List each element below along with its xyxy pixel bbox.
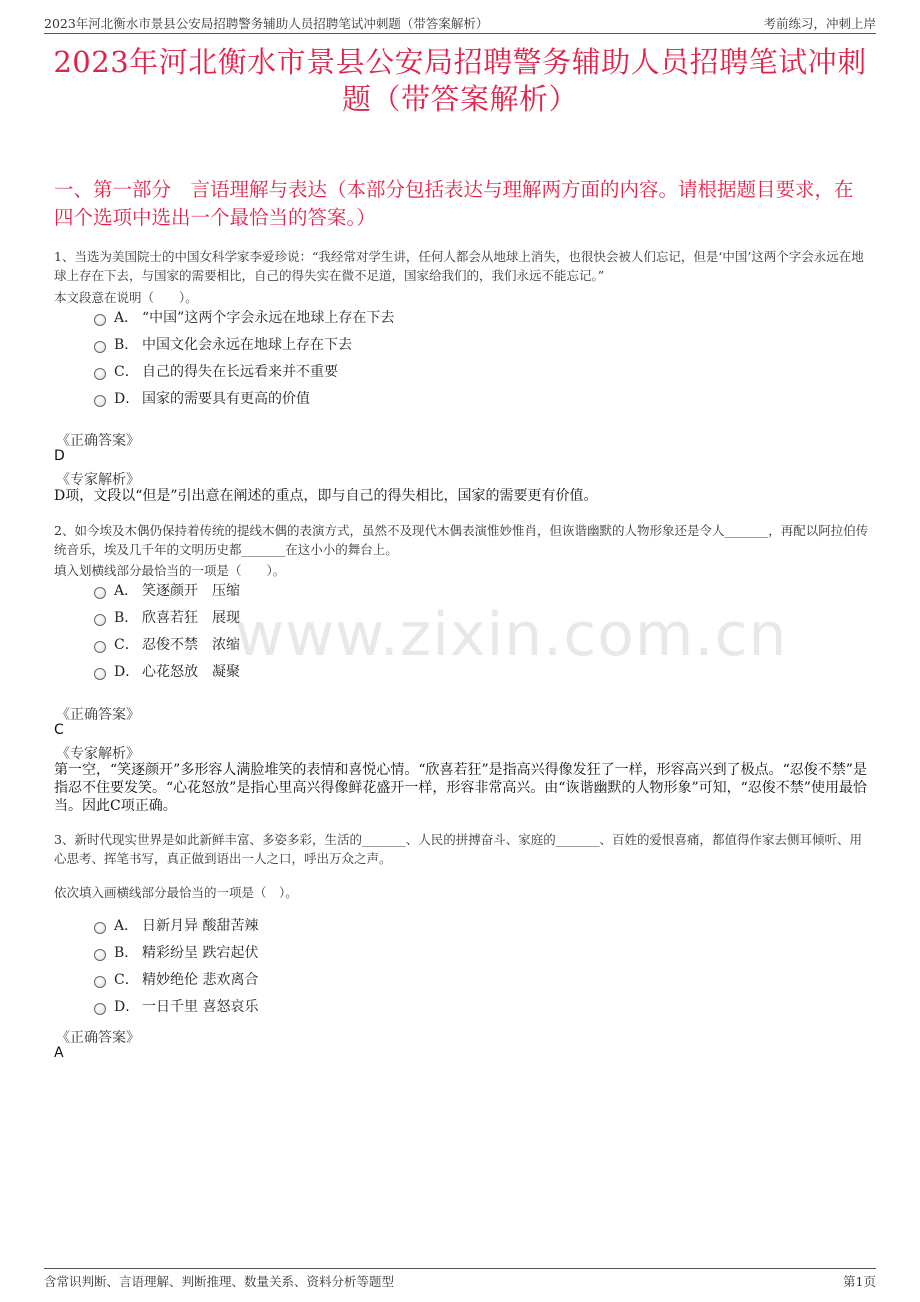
radio-icon[interactable] — [94, 641, 106, 653]
answer-label: 《正确答案》 — [56, 1030, 140, 1046]
question-2-option-a[interactable]: A． 笑逐颜开 压缩 — [94, 581, 240, 601]
radio-icon[interactable] — [94, 1003, 106, 1015]
radio-icon[interactable] — [94, 922, 106, 934]
watermark: www.zixin.com.cn — [235, 600, 788, 670]
footer-divider — [44, 1268, 876, 1269]
question-1-option-a[interactable]: A． “中国”这两个字会永远在地球上存在下去 — [94, 308, 394, 328]
answer-label: 《正确答案》 — [56, 433, 140, 449]
question-3-option-b[interactable]: B． 精彩纷呈 跌宕起伏 — [94, 943, 258, 963]
radio-icon[interactable] — [94, 395, 106, 407]
footer-note: 含常识判断、言语理解、判断推理、数量关系、资料分析等题型 — [44, 1274, 395, 1289]
question-1-option-d[interactable]: D． 国家的需要具有更高的价值 — [94, 389, 310, 409]
question-1-answer: D — [54, 448, 65, 464]
radio-icon[interactable] — [94, 341, 106, 353]
analysis-label: 《专家解析》 — [56, 472, 140, 488]
question-2-option-c[interactable]: C． 忍俊不禁 浓缩 — [94, 635, 240, 655]
answer-label: 《正确答案》 — [56, 707, 140, 723]
question-3-stem: 3、新时代现实世界是如此新鲜丰富、多姿多彩，生活的_______、人民的拼搏奋斗、家庭的_______、百姓的爱恨喜痛，都值得作家去侧耳倾听、用心思考、挥笔书写，真正做到语出一人之口，呼出万众之声。 — [54, 832, 862, 866]
question-2-prompt: 填入划横线部分最恰当的一项是（ ）。 — [54, 563, 286, 578]
question-1-option-b[interactable]: B． 中国文化会永远在地球上存在下去 — [94, 335, 352, 355]
section-heading: 一、第一部分 言语理解与表达（本部分包括表达与理解两方面的内容。请根据题目要求，在四个选项中选出一个最恰当的答案。） — [54, 178, 854, 229]
header-doc-title: 2023年河北衡水市景县公安局招聘警务辅助人员招聘笔试冲刺题（带答案解析） — [44, 16, 489, 31]
radio-icon[interactable] — [94, 668, 106, 680]
radio-icon[interactable] — [94, 587, 106, 599]
question-2-stem: 2、如今埃及木偶仍保持着传统的提线木偶的表演方式，虽然不及现代木偶表演惟妙惟肖，但诙谐幽默的人物形象还是令人_______，再配以阿拉伯传统音乐，埃及几千年的文明历史都_______在这小小的舞台上。 — [54, 523, 869, 557]
header-slogan: 考前练习，冲刺上岸 — [763, 16, 876, 31]
page-header — [44, 12, 876, 32]
question-2-answer: C — [54, 722, 64, 738]
question-3-option-a[interactable]: A． 日新月异 酸甜苦辣 — [94, 916, 258, 936]
radio-icon[interactable] — [94, 614, 106, 626]
page-title: 2023年河北衡水市景县公安局招聘警务辅助人员招聘笔试冲刺题（带答案解析） — [53, 45, 867, 116]
analysis-label: 《专家解析》 — [56, 746, 140, 762]
question-3-prompt: 依次填入画横线部分最恰当的一项是（ ）。 — [54, 885, 298, 900]
question-2-option-d[interactable]: D． 心花怒放 凝聚 — [94, 662, 240, 682]
question-3-option-d[interactable]: D． 一日千里 喜怒哀乐 — [94, 997, 258, 1017]
radio-icon[interactable] — [94, 949, 106, 961]
radio-icon[interactable] — [94, 368, 106, 380]
question-2-option-b[interactable]: B． 欣喜若狂 展现 — [94, 608, 240, 628]
question-1-analysis: D项，文段以“但是”引出意在阐述的重点，即与自己的得失相比，国家的需要更有价值。 — [54, 488, 598, 504]
header-divider — [44, 33, 876, 34]
question-3-option-c[interactable]: C． 精妙绝伦 悲欢离合 — [94, 970, 258, 990]
question-1-prompt: 本文段意在说明（ ）。 — [54, 290, 198, 305]
question-3-answer: A — [54, 1045, 64, 1061]
radio-icon[interactable] — [94, 314, 106, 326]
page-number: 第1页 — [843, 1274, 876, 1289]
question-2-analysis: 第一空，“笑逐颜开”多形容人满脸堆笑的表情和喜悦心情。“欣喜若狂”是指高兴得像发狂了一样，形容高兴到了极点。“忍俊不禁”是指忍不住要发笑。“心花怒放”是指心里高兴得像鲜花盛开一样，形容非常高兴。由“诙谐幽默的人物形象”可知，“忍俊不禁”使用最恰当。因此C项正确。 — [54, 762, 867, 814]
question-1-option-c[interactable]: C． 自己的得失在长远看来并不重要 — [94, 362, 338, 382]
radio-icon[interactable] — [94, 976, 106, 988]
question-1-stem: 1、当选为美国院士的中国女科学家李爱珍说：“我经常对学生讲，任何人都会从地球上消失，也很快会被人们忘记，但是‘中国’这两个字会永远在地球上存在下去，与国家的需要相比，自己的得失实在微不足道，国家给我们的，我们永远不能忘记。” — [54, 249, 864, 283]
